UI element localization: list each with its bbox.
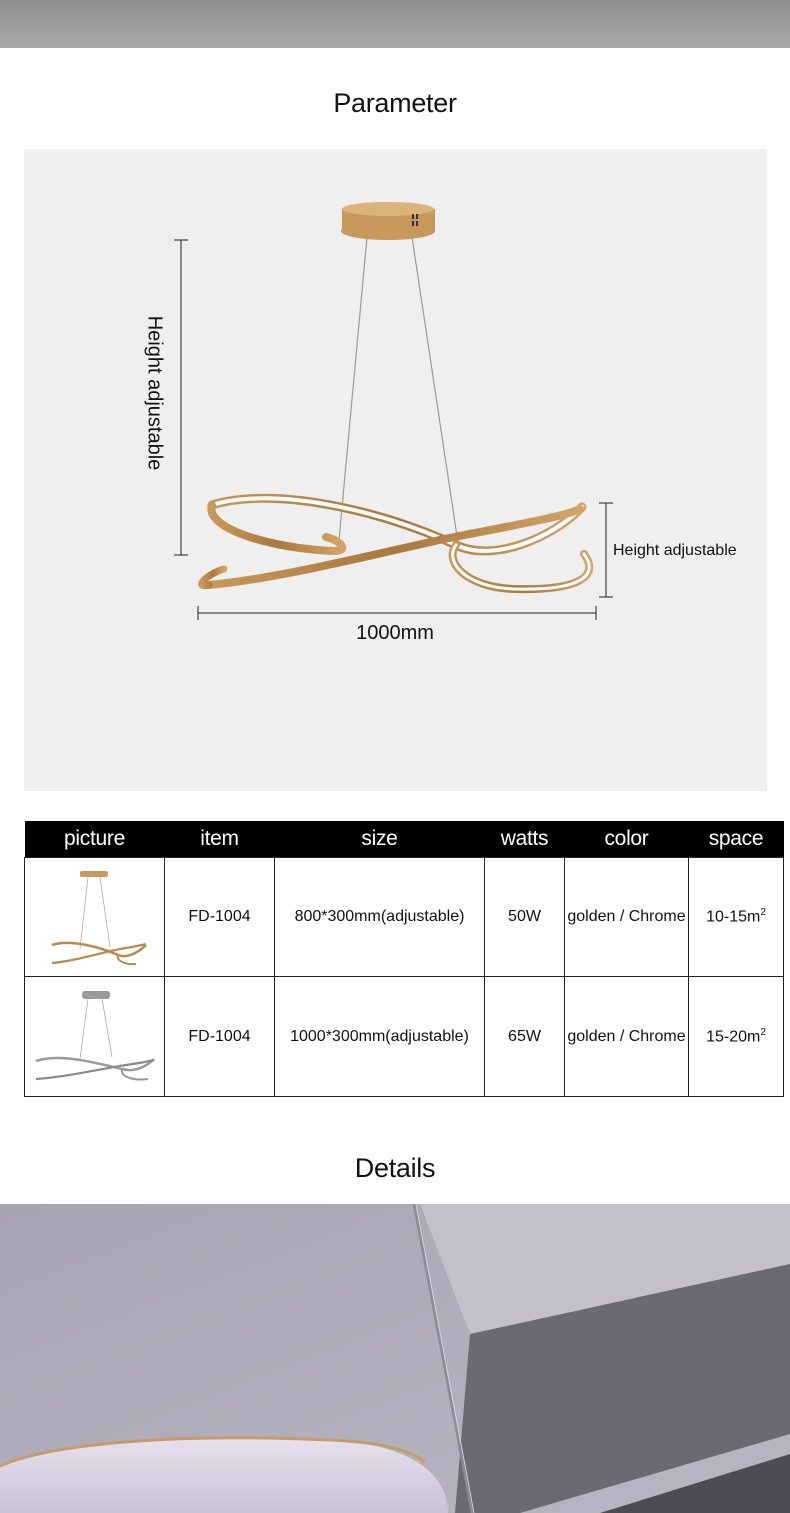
product-thumbnail-chrome xyxy=(25,977,165,1097)
ceiling-canopy xyxy=(341,202,435,240)
width-label: 1000mm xyxy=(356,622,434,644)
row1-watts: 50W xyxy=(485,858,565,977)
suspension-wire xyxy=(412,237,458,543)
row1-item: FD-1004 xyxy=(165,858,275,977)
header-picture: picture xyxy=(25,821,165,858)
table-row xyxy=(25,977,784,1097)
product-thumbnail-gold xyxy=(25,858,165,977)
row2-item: FD-1004 xyxy=(165,977,275,1097)
height-dimension-line xyxy=(174,240,188,555)
height-adjustable-vertical-label: Height adjustable xyxy=(143,315,166,471)
row1-color: golden / Chrome xyxy=(565,858,689,977)
height-adjustable-right-label: Height adjustable xyxy=(613,542,737,559)
row2-size: 1000*300mm(adjustable) xyxy=(275,977,485,1097)
top-banner-strip xyxy=(0,0,790,48)
table-header-row xyxy=(25,821,784,858)
ring-height-dimension-line xyxy=(599,503,613,597)
row1-space: $10-15m^2$ xyxy=(689,858,784,977)
pendant-lamp-illustration xyxy=(24,149,767,791)
parameter-heading: Parameter xyxy=(333,88,457,118)
width-dimension-line xyxy=(198,606,596,620)
row2-space: $15-20m^2$ xyxy=(689,977,784,1097)
row1-size: 800*300mm(adjustable) xyxy=(275,858,485,977)
twisted-ring-light xyxy=(202,498,590,589)
parameter-diagram xyxy=(24,149,767,791)
table-row xyxy=(25,858,784,977)
header-color: color xyxy=(565,821,689,858)
details-photo xyxy=(0,1204,790,1513)
row2-color: golden / Chrome xyxy=(565,977,689,1097)
header-space: space xyxy=(689,821,784,858)
spec-table xyxy=(24,821,784,1097)
header-watts: watts xyxy=(485,821,565,858)
details-heading: Details xyxy=(354,1153,436,1183)
header-size: size xyxy=(275,821,485,858)
header-item: item xyxy=(165,821,275,858)
row2-watts: 65W xyxy=(485,977,565,1097)
